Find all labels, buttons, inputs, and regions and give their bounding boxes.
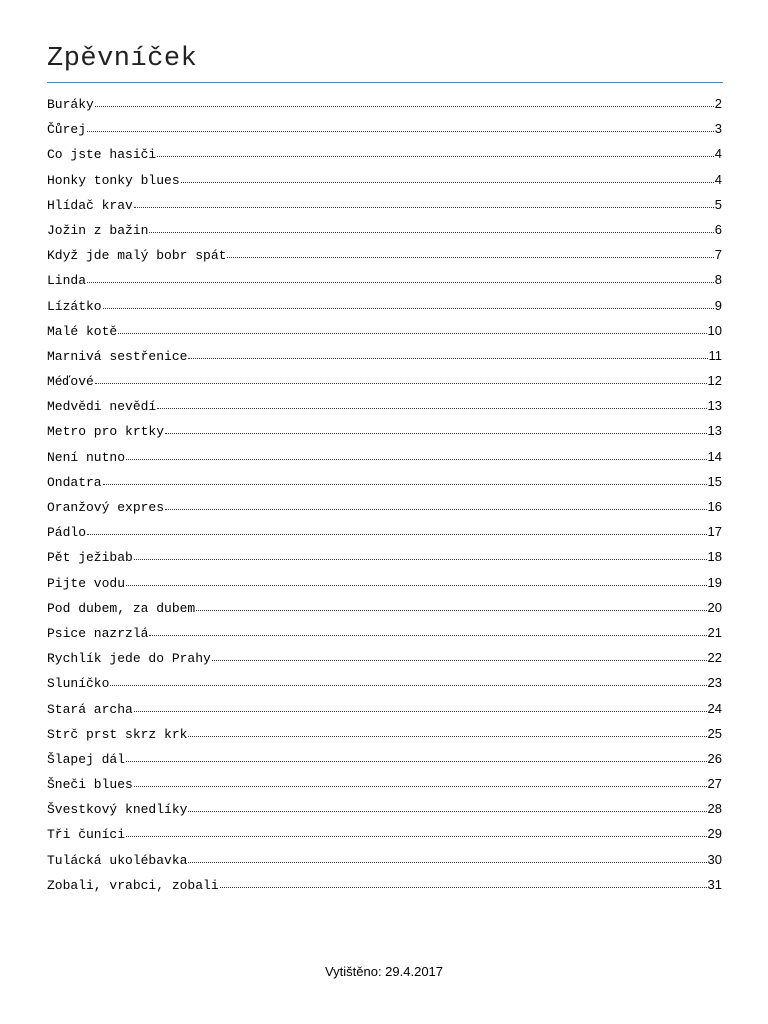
document-title: Zpěvníček <box>47 44 198 74</box>
toc-entry-title: Pijte vodu <box>47 575 126 591</box>
toc-entry-page-number: 27 <box>707 776 722 792</box>
dot-leader <box>134 711 707 712</box>
toc-entry-title: Marnivá sestřenice <box>47 348 188 364</box>
toc-entry-title: Jožin z bažin <box>47 222 149 238</box>
toc-entry[interactable] <box>47 826 722 851</box>
dot-leader <box>149 635 706 636</box>
toc-entry-page-number: 5 <box>714 196 722 212</box>
toc-entry[interactable] <box>47 121 722 146</box>
toc-entry[interactable] <box>47 650 722 675</box>
toc-entry-page-number: 6 <box>714 221 722 237</box>
toc-entry-page-number: 30 <box>707 851 722 867</box>
toc-entry[interactable] <box>47 801 722 826</box>
dot-leader <box>103 308 714 309</box>
dot-leader <box>95 383 707 384</box>
toc-entry-page-number: 21 <box>707 624 722 640</box>
toc-entry[interactable] <box>47 373 722 398</box>
toc-entry-page-number: 19 <box>707 574 722 590</box>
toc-entry-title: Šlapej dál <box>47 751 126 767</box>
toc-entry[interactable] <box>47 96 722 121</box>
toc-entry-page-number: 25 <box>707 725 722 741</box>
dot-leader <box>103 484 707 485</box>
toc-entry-page-number: 29 <box>707 826 722 842</box>
toc-entry-title: Hlídač krav <box>47 197 133 213</box>
toc-entry-page-number: 8 <box>714 272 722 288</box>
toc-entry-page-number: 15 <box>707 473 722 489</box>
dot-leader <box>118 333 706 334</box>
toc-entry-title: Pod dubem, za dubem <box>47 600 196 616</box>
toc-entry[interactable] <box>47 398 722 423</box>
toc-entry-page-number: 14 <box>707 448 722 464</box>
toc-entry-page-number: 31 <box>707 876 722 892</box>
toc-entry-title: Šneči blues <box>47 777 133 793</box>
toc-entry-page-number: 12 <box>707 373 722 389</box>
toc-entry-page-number: 9 <box>714 297 722 313</box>
toc-entry-title: Co jste hasiči <box>47 147 157 163</box>
toc-entry-title: Stará archa <box>47 701 133 717</box>
dot-leader <box>126 459 707 460</box>
dot-leader <box>149 232 713 233</box>
toc-entry[interactable] <box>47 549 722 574</box>
dot-leader <box>134 207 714 208</box>
toc-entry[interactable] <box>47 499 722 524</box>
dot-leader <box>165 509 707 510</box>
toc-entry-page-number: 23 <box>707 675 722 691</box>
toc-entry-title: Strč prst skrz krk <box>47 726 188 742</box>
toc-entry-title: Honky tonky blues <box>47 172 180 188</box>
toc-entry-title: Buráky <box>47 97 94 112</box>
dot-leader <box>188 736 706 737</box>
toc-entry-title: Medvědi nevědí <box>47 399 157 415</box>
toc-entry-title: Lízátko <box>47 298 102 314</box>
toc-entry-title: Švestkový knedlíky <box>47 802 188 818</box>
toc-entry-title: Čůrej <box>47 122 87 138</box>
print-date-footer: Vytištěno: 29.4.2017 <box>324 964 444 979</box>
toc-entry-title: Tulácká ukolébavka <box>47 852 188 868</box>
toc-entry-page-number: 2 <box>714 96 722 111</box>
toc-entry-page-number: 4 <box>714 146 722 162</box>
toc-entry-page-number: 24 <box>707 700 722 716</box>
toc-entry[interactable] <box>47 776 722 801</box>
dot-leader <box>188 862 706 863</box>
dot-leader <box>188 358 707 359</box>
dot-leader <box>188 811 706 812</box>
toc-entry-title: Linda <box>47 273 87 289</box>
toc-entry-page-number: 11 <box>708 347 722 363</box>
toc-entry-title: Metro pro krtky <box>47 424 165 440</box>
toc-entry-page-number: 3 <box>714 121 722 137</box>
table-of-contents <box>47 96 722 902</box>
toc-entry-title: Sluníčko <box>47 676 110 692</box>
dot-leader <box>126 836 707 837</box>
toc-entry[interactable] <box>47 449 722 474</box>
toc-entry-page-number: 28 <box>707 801 722 817</box>
toc-entry[interactable] <box>47 197 722 222</box>
title-underline <box>47 82 723 83</box>
toc-entry[interactable] <box>47 298 722 323</box>
toc-entry-page-number: 20 <box>707 599 722 615</box>
toc-entry[interactable] <box>47 575 722 600</box>
toc-entry-title: Psice nazrzlá <box>47 625 149 641</box>
dot-leader <box>87 534 707 535</box>
toc-entry-title: Ondatra <box>47 474 102 490</box>
toc-entry-title: Malé kotě <box>47 323 118 339</box>
toc-entry-page-number: 13 <box>707 423 722 439</box>
toc-entry-title: Není nutno <box>47 449 126 465</box>
dot-leader <box>212 660 707 661</box>
dot-leader <box>220 887 707 888</box>
toc-entry-page-number: 22 <box>707 650 722 666</box>
dot-leader <box>126 585 707 586</box>
toc-entry-page-number: 10 <box>707 322 722 338</box>
toc-entry[interactable] <box>47 423 722 448</box>
dot-leader <box>181 182 714 183</box>
toc-entry[interactable] <box>47 852 722 877</box>
toc-entry-title: Zobali, vrabci, zobali <box>47 877 219 893</box>
toc-entry[interactable] <box>47 222 722 247</box>
toc-entry-title: Tři čuníci <box>47 827 126 843</box>
toc-entry-title: Pádlo <box>47 525 87 541</box>
toc-entry[interactable] <box>47 474 722 499</box>
dot-leader <box>157 408 706 409</box>
toc-entry-page-number: 4 <box>714 171 722 187</box>
toc-entry[interactable] <box>47 877 722 902</box>
toc-entry[interactable] <box>47 272 722 297</box>
dot-leader <box>134 559 707 560</box>
toc-entry-page-number: 18 <box>707 549 722 565</box>
toc-entry-page-number: 16 <box>707 499 722 514</box>
toc-entry[interactable] <box>47 524 722 549</box>
toc-entry-page-number: 7 <box>714 247 722 263</box>
dot-leader <box>157 156 714 157</box>
toc-entry[interactable] <box>47 323 722 348</box>
toc-entry-title: Rychlík jede do Prahy <box>47 651 211 667</box>
dot-leader <box>165 433 707 434</box>
dot-leader <box>87 282 714 283</box>
dot-leader <box>126 761 707 762</box>
toc-entry[interactable] <box>47 726 722 751</box>
dot-leader <box>95 106 714 107</box>
toc-entry[interactable] <box>47 348 722 373</box>
toc-entry-title: Méďové <box>47 374 94 390</box>
toc-entry-page-number: 26 <box>707 750 722 766</box>
dot-leader <box>87 131 714 132</box>
toc-entry[interactable] <box>47 172 722 197</box>
toc-entry[interactable] <box>47 247 722 272</box>
toc-entry-title: Pět ježibab <box>47 550 133 566</box>
toc-entry[interactable] <box>47 701 722 726</box>
toc-entry-title: Oranžový expres <box>47 500 165 515</box>
toc-entry[interactable] <box>47 625 722 650</box>
dot-leader <box>134 786 707 787</box>
toc-entry-title: Když jde malý bobr spát <box>47 248 227 264</box>
toc-entry[interactable] <box>47 751 722 776</box>
toc-entry[interactable] <box>47 675 722 700</box>
toc-entry-page-number: 13 <box>707 398 722 414</box>
dot-leader <box>110 685 706 686</box>
toc-entry[interactable] <box>47 600 722 625</box>
dot-leader <box>196 610 706 611</box>
toc-entry-page-number: 17 <box>707 524 722 540</box>
dot-leader <box>227 257 713 258</box>
toc-entry[interactable] <box>47 146 722 171</box>
